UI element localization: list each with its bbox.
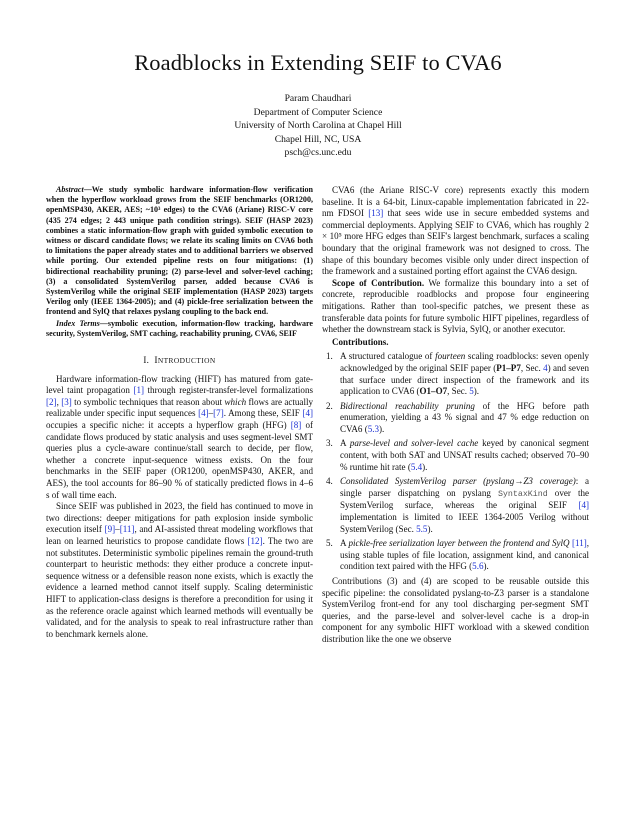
citation-link[interactable]: [4] xyxy=(578,500,589,511)
section-heading-first-letter: I xyxy=(154,355,158,367)
text-span: , Sec. xyxy=(520,362,544,373)
citation-link[interactable]: [4] xyxy=(302,408,313,419)
code-token: SyntaxKind xyxy=(497,489,548,499)
list-number: 5. xyxy=(326,538,333,549)
text-span: ). xyxy=(483,561,489,572)
index-terms-text: —symbolic execution, information-flow tracking, hardware security, SystemVerilog, SMT caching, reachability pruning, CVA6, SEIF xyxy=(46,318,313,338)
section-link[interactable]: 5.4 xyxy=(410,461,423,472)
citation-link[interactable]: [9] xyxy=(104,524,116,535)
citation-link[interactable]: [3] xyxy=(61,396,72,407)
text-span: through register-transfer-level formalizations xyxy=(144,385,313,396)
section-heading-rest: NTRODUCTION xyxy=(157,356,216,366)
abstract-text: —We study symbolic hardware information-flow verification when the hyperflow workload grows from the SEIF benchmarks (OR1200, openMSP430, AKER, AES; ~10³ edges) to the CVA6 (Ariane) RISC-V core (435 274 edges; 2 443 unique path condition strings). SEIF (HASP 2023) combines a static information-flow graph with guided symbolic execution to witness or discard candidate flows; we relate its scaling limits on CVA6 both to limitations the paper already states and to additional barriers we observed while porting. Our extended pipeline rests on four mitigations: (1) bidirectional reachability pruning; (2) parse-level and solver-level caching; (3) a consolidated SystemVerilog parser, added because CVA6 is SystemVerilog while the original SEIF implementation (HASP 2023) targets Verilog only (IEEE 1364-2005); and (4) pickle-free serialization between the frontend and SylQ that relaxes pyslang coupling to the back end. xyxy=(46,185,313,317)
scope-paragraph xyxy=(322,278,589,336)
text-span: scaling roadblocks: seven openly acknowledged by the original SEIF paper ( xyxy=(340,351,589,373)
text-span: A structured catalogue of xyxy=(340,351,436,362)
author-institution: University of North Carolina at Chapel Hill xyxy=(234,120,402,131)
abstract-label: Abstract xyxy=(56,185,84,194)
intro-paragraph-1 xyxy=(46,374,313,502)
emphasis: Consolidated SystemVerilog parser (pyslang→Z3 coverage) xyxy=(340,476,576,487)
text-span: of candidate flows produced by static analysis and uses segment-level SMT queries plus a cycle-aware continue/stall search to decide, per flow, whether a concrete input-sequence witness exists. On the four benchmarks in the SEIF paper (OR1200, openMSP430, AKER, and AES), the tool accounts for 86–90 % of statically predicted flows in 4–6 s of wall time each. xyxy=(46,420,313,500)
section-link[interactable]: 5.3 xyxy=(367,423,380,434)
author-department: Department of Computer Science xyxy=(253,106,383,118)
section-link[interactable]: 5.6 xyxy=(472,561,484,572)
list-number: 1. xyxy=(326,351,333,362)
citation-link[interactable]: [11] xyxy=(119,524,135,535)
left-column xyxy=(46,185,313,640)
citation-link[interactable]: [8] xyxy=(290,420,302,431)
bold-label: O1–O7 xyxy=(419,386,448,397)
contributions-heading: Contributions. xyxy=(332,336,389,347)
text-span: over the SystemVerilog surface, whereas the original SEIF xyxy=(340,487,589,511)
text-span: . Among these, SEIF xyxy=(223,408,303,419)
text-span: – xyxy=(208,408,214,419)
emphasis: pickle-free serialization layer between the frontend and SylQ xyxy=(348,538,570,549)
text-span: Hardware information-flow tracking (HIFT) has matured from gate-level taint propagation xyxy=(46,373,313,396)
text-span: to symbolic techniques that reason about xyxy=(71,396,225,407)
list-number: 3. xyxy=(326,438,333,449)
text-span: . The two are not substitutes. Deterministic symbolic pipelines remain the ground-truth counterpart to heuristic methods: they either produce a concrete input-sequence witness or a defensible reason none exists, which is exactly the evidence a learned method cannot itself supply. Scaling deterministic HIFT to application-class designs is therefore a precondition for using it as the reference oracle against which learned methods will eventually be validated, and for the analysis to speak to real infrastructure rather than to benchmark kernels alone. xyxy=(46,535,313,639)
list-item xyxy=(322,401,589,436)
citation-link[interactable]: [2] xyxy=(46,396,57,407)
text-span: – xyxy=(115,524,120,535)
index-terms-label: Index Terms xyxy=(56,318,100,328)
list-item xyxy=(322,351,589,397)
text-span: , and AI-assisted threat modeling workflows that lean on learned heuristics to propose candidate flows xyxy=(46,524,313,546)
emphasis: Bidirectional reachability pruning xyxy=(340,400,475,411)
closing-paragraph: Contributions (3) and (4) are scoped to be reusable outside this specific pipeline: the consolidated pyslang-to-Z3 parser is a standalone SystemVerilog front-end for any tool discharging per-segment SMT queries, and the parse-level and solver-level cache is a drop-in component for any symbolic HIFT workload with a skewed condition distribution like the one we observe xyxy=(322,576,589,644)
text-span: ). xyxy=(473,386,480,397)
text-span: that sees wide use in secure embedded systems and commercial deployments. Applying SEIF to CVA6, which has roughly 2 × 10⁵ more HFG edges than SEIF's largest benchmark, surfaces a scaling boundary that the original framework was not designed to cross. The shape of this boundary becomes visible only under direct inspection of the framework and a sustained porting effort against the CVA6 design. xyxy=(322,208,589,277)
citation-link[interactable]: [1] xyxy=(133,385,145,396)
text-span: : a single parser dispatching on pyslang xyxy=(340,476,589,498)
citation-link[interactable]: [12] xyxy=(247,535,263,546)
text-span: , xyxy=(56,396,62,407)
text-span: We formalize this boundary into a set of concrete, reproducible roadblocks and propose four engineering mitigations. Rather than tool-specific patches, we present these as transferable data points for future symbolic HIFT pipelines, regardless of whether the downstream stack is Sylvia, SylQ, or another executor. xyxy=(322,277,589,335)
section-link[interactable]: 5.5 xyxy=(416,523,428,534)
author-block xyxy=(0,92,636,160)
citation-link[interactable]: [7] xyxy=(213,408,224,419)
emphasis: fourteen xyxy=(435,351,466,362)
section-link[interactable]: 5 xyxy=(469,386,474,397)
text-span: ). xyxy=(427,523,433,534)
text-span: ). xyxy=(379,423,385,434)
intro-paragraph-3 xyxy=(322,185,589,278)
text-span: , Sec. xyxy=(447,386,470,397)
citation-link[interactable]: [13] xyxy=(368,208,384,219)
text-span: ). xyxy=(422,461,428,472)
list-item xyxy=(322,476,589,535)
list-item xyxy=(322,538,589,573)
list-number: 2. xyxy=(326,400,333,411)
scope-heading: Scope of Contribution. xyxy=(332,277,425,288)
text-span: implementation is limited to IEEE 1364-2005 Verilog without SystemVerilog (Sec. xyxy=(340,512,589,534)
text-span: occupies a specific niche: it accepts a hyperflow graph (HFG) xyxy=(46,420,291,431)
text-span: of the HFG before path enumeration, yielding a 43 % signal and 47 % edge reduction on CVA6 ( xyxy=(340,400,589,434)
text-span: A xyxy=(340,438,350,449)
citation-link[interactable]: [11] xyxy=(572,538,587,549)
section-link[interactable]: 4 xyxy=(543,362,548,373)
index-terms xyxy=(46,319,313,339)
list-item xyxy=(322,438,589,473)
text-span: A xyxy=(340,538,349,549)
paper-title: Roadblocks in Extending SEIF to CVA6 xyxy=(134,50,502,75)
emphasis: parse-level and solver-level cache xyxy=(349,438,479,449)
text-span: , using stable tuples of file location, assignment kind, and canonical condition text paired with the HFG ( xyxy=(340,538,590,572)
contributions-list xyxy=(322,351,589,573)
author-location: Chapel Hill, NC, USA xyxy=(274,133,362,145)
list-number: 4. xyxy=(326,476,333,487)
author-email: psch@cs.unc.edu xyxy=(284,147,352,158)
author-name: Param Chaudhari xyxy=(284,93,352,104)
abstract xyxy=(46,185,313,318)
emphasis: which xyxy=(224,396,247,407)
right-column xyxy=(322,185,589,646)
text-span: flows are actually realizable under specific input sequences xyxy=(46,396,313,419)
text-span: keyed by canonical segment content, with both SAT and UNSAT results cached; observed 70–90 % runtime hit rate ( xyxy=(340,438,590,472)
intro-paragraph-2 xyxy=(46,501,313,640)
bold-label: P1–P7 xyxy=(496,362,521,373)
text-span: CVA6 (the Ariane RISC-V core) represents exactly this modern baseline. It is a 64-bit, Linux-capable implementation fabricated in 22-nm FDSOI xyxy=(322,185,589,219)
citation-link[interactable]: [4] xyxy=(198,408,209,419)
section-numeral: I. xyxy=(143,355,150,366)
section-heading-introduction xyxy=(46,355,313,367)
text-span: ) and seven that surface under direct inspection of the framework and its application to CVA6 ( xyxy=(340,362,590,397)
text-span: Since SEIF was published in 2023, the field has continued to move in two directions: deeper mitigations for path explosion inside symbolic execution itself xyxy=(46,501,313,535)
